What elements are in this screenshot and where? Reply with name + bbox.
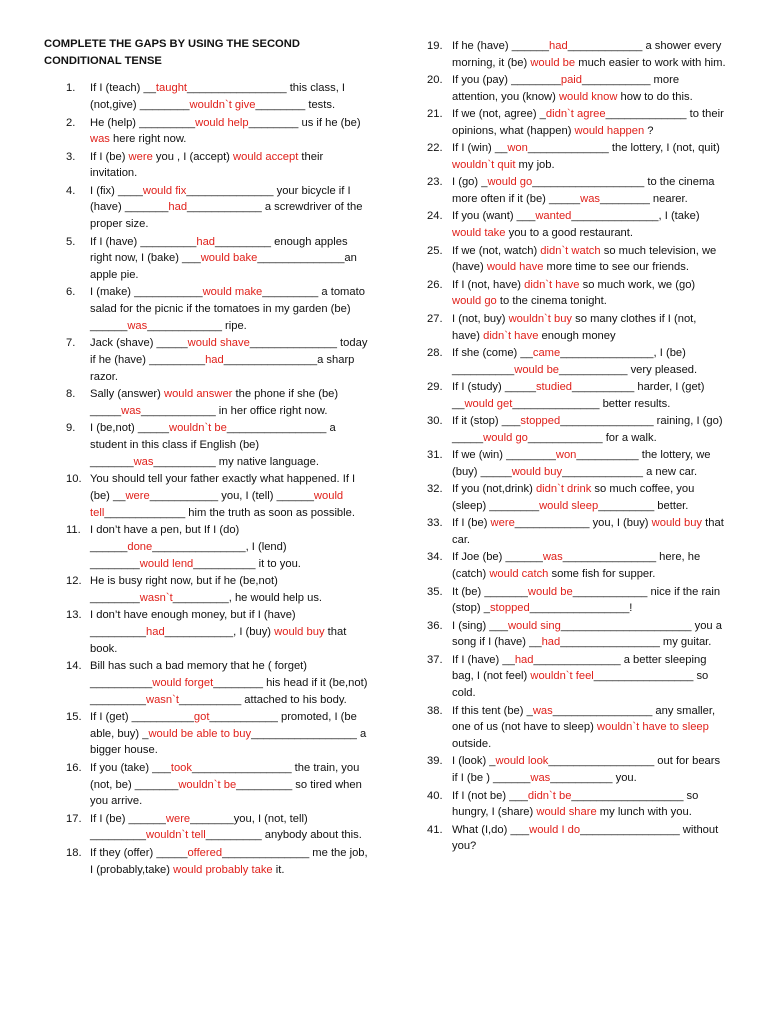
exercise-item [427, 38, 727, 72]
item-number: 12. [66, 575, 82, 588]
question-text: I (be,not) _____ [90, 422, 169, 435]
exercise-item [427, 822, 727, 856]
item-number: 21. [427, 108, 443, 121]
answer-text: offered [187, 846, 223, 859]
answer-text: wanted [535, 210, 572, 223]
item-number: 35. [427, 585, 443, 598]
item-number: 23. [427, 176, 443, 189]
answer-text: paid [560, 74, 582, 87]
exercise-item [44, 335, 368, 385]
answer-text: didn`t agree [545, 108, 606, 121]
item-number: 7. [66, 337, 76, 350]
answer-text: would get [464, 397, 513, 410]
exercise-item [44, 760, 368, 810]
answer-text: was [127, 320, 148, 333]
item-number: 16. [66, 761, 82, 774]
question-text: outside. [452, 738, 492, 751]
exercise-item [427, 106, 727, 140]
answer-text: didn`t drink [535, 483, 592, 496]
exercise-item [427, 311, 727, 345]
item-number: 10. [66, 473, 82, 486]
question-text: ____________ for a walk. [527, 431, 657, 444]
question-text: _______________, I (be) __________ [452, 346, 686, 376]
answer-text: were [490, 517, 515, 530]
exercise-item [427, 72, 727, 106]
question-text: _______________ raining, I (go) _____ [452, 415, 723, 444]
answer-text: wouldn`t have to sleep [596, 721, 709, 734]
question-text: __________________ to the cinema more often if it (be) _____ [452, 176, 715, 206]
question-text: If I (be) ______ [90, 812, 166, 825]
item-number: 14. [66, 660, 82, 672]
answer-text: was [133, 455, 154, 468]
question-text: _____________ him the truth as soon as possible. [104, 506, 355, 519]
left-column [44, 36, 368, 879]
question-text: If you (want) ___ [452, 210, 536, 223]
question-text: If this tent (be) _ [452, 704, 533, 717]
question-text: _______________ here, he (catch) [452, 551, 701, 581]
answer-text: were [165, 812, 191, 825]
answer-text: would be [514, 363, 560, 376]
question-text: so much television, we (have) [452, 244, 717, 274]
question-text: I don’t have a pen, but If I (do) ______ [90, 524, 240, 553]
question-text: If I (have) _________ [90, 235, 197, 248]
question-text: so many clothes if I (not, have) [452, 312, 697, 342]
item-number: 8. [66, 388, 76, 401]
item-number: 13. [66, 609, 82, 622]
question-text: He (help) _________ [90, 116, 196, 129]
answer-text: was [580, 193, 601, 206]
exercise-item [44, 284, 368, 334]
answer-text: would I do [529, 823, 581, 836]
question-text: ________________ my guitar. [560, 636, 712, 649]
answer-text: would help [195, 116, 249, 129]
item-number: 22. [427, 142, 443, 155]
question-text: ________________ so cold. [452, 670, 709, 700]
item-number: 29. [427, 380, 443, 393]
exercise-item [427, 243, 727, 277]
answer-text: would lend [139, 557, 194, 570]
question-text: I (look) _ [452, 755, 496, 768]
question-text: If they (offer) _____ [90, 846, 188, 859]
item-number: 5. [66, 235, 76, 248]
item-number: 2. [66, 116, 76, 129]
question-text: If she (come) __ [452, 346, 533, 359]
answer-text: done [127, 540, 153, 553]
answer-text: would share [536, 806, 597, 819]
question-text: What (I,do) ___ [452, 823, 530, 836]
answer-text: wasn`t [146, 693, 179, 706]
exercise-item [427, 584, 727, 618]
question-text: _________ so tired when you arrive. [90, 778, 362, 808]
question-text: If you (pay) ________ [452, 74, 561, 87]
question-text: If we (win) ________ [452, 449, 556, 462]
question-text: ? [644, 124, 654, 137]
exercise-item [427, 447, 727, 481]
question-text: ____________ a screwdriver of the proper size. [90, 201, 363, 231]
answer-text: would happen [574, 124, 645, 137]
answer-text: were [128, 150, 153, 163]
question-text: _________ anybody about this. [205, 829, 362, 842]
answer-text: wasn`t [139, 591, 173, 604]
question-text: so much coffee, you (sleep) ________ [452, 483, 695, 513]
answer-text: would buy [274, 625, 325, 638]
exercise-list-right [427, 38, 727, 855]
item-number: 41. [427, 823, 443, 836]
question-text: I (not, buy) [452, 312, 509, 325]
question-text: my job. [515, 159, 555, 172]
answer-text: would be [527, 585, 573, 598]
question-text: Jack (shave) _____ [90, 337, 188, 350]
item-number: 39. [427, 755, 443, 768]
exercise-item [427, 413, 727, 447]
question-text: It (be) _______ [452, 585, 528, 598]
question-text: I (fix) ____ [90, 184, 143, 197]
answer-text: would buy [511, 465, 563, 478]
question-text: ________________ without you? [452, 823, 719, 853]
question-text: that book. [90, 625, 347, 655]
item-number: 33. [427, 517, 443, 530]
question-text: If I (have) __ [452, 653, 515, 666]
question-text: I (sing) ___ [452, 619, 508, 632]
question-text: _________, he would help us. [172, 591, 323, 604]
question-text: ____________ ripe. [147, 320, 247, 333]
question-text: ___________ promoted, I (be able, buy) _ [90, 710, 357, 740]
answer-text: had [514, 653, 534, 666]
question-text: You should tell your father exactly what happened. If I (be) __ [90, 473, 356, 503]
exercise-item [427, 753, 727, 787]
item-number: 40. [427, 789, 443, 802]
right-column [427, 38, 727, 856]
question-text: my lunch with you. [596, 806, 692, 819]
answer-text: took [170, 761, 192, 774]
question-text: ____________ nice if the rain (stop) _ [452, 585, 721, 615]
question-text: ________ tests. [255, 99, 336, 112]
question-text: If it (stop) ___ [452, 415, 521, 428]
answer-text: wouldn`t feel [530, 670, 594, 683]
answer-text: was [90, 133, 110, 146]
item-number: 37. [427, 653, 443, 666]
exercise-item [44, 183, 368, 233]
answer-text: would go [483, 431, 528, 444]
answer-text: came [532, 346, 561, 359]
answer-text: was [530, 772, 551, 785]
question-text: If I (be) [452, 517, 491, 530]
item-number: 4. [66, 184, 76, 197]
question-text: If I (be) [90, 150, 129, 163]
question-text: ______________ your bicycle if I (have) _______ [90, 184, 351, 214]
question-text: _____________ a new car. [562, 465, 698, 478]
answer-text: would buy [651, 517, 703, 530]
answer-text: would go [452, 295, 497, 308]
item-number: 11. [66, 524, 81, 537]
answer-text: won [507, 142, 528, 155]
answer-text: would take [452, 227, 506, 240]
answer-text: had [549, 40, 568, 52]
question-text: ______________ today if he (have) _________ [90, 337, 368, 367]
item-number: 24. [427, 210, 443, 223]
question-text: their invitation. [90, 150, 324, 180]
answer-text: would be able to buy [148, 727, 252, 740]
question-text: __________ harder, I (get) __ [452, 380, 705, 410]
question-text: more time to see our friends. [543, 261, 689, 274]
item-number: 32. [427, 483, 443, 496]
item-number: 31. [427, 449, 443, 462]
answer-text: taught [155, 82, 188, 95]
question-text: _______you, I (not, tell) _________ [90, 812, 308, 842]
exercise-item [427, 652, 727, 702]
exercise-item [44, 709, 368, 759]
question-text: here right now. [109, 133, 187, 146]
question-text: _________ a tomato salad for the picnic if the tomatoes in my garden (be) ______ [90, 286, 365, 333]
answer-text: had [168, 201, 188, 214]
answer-text: had [205, 354, 224, 367]
answer-text: was [532, 704, 553, 717]
answer-text: would bake [200, 252, 258, 265]
exercise-item [44, 522, 368, 572]
question-text: enough money [538, 329, 616, 342]
question-text: ___________ very pleased. [559, 363, 698, 376]
question-text: __________ my native language. [153, 455, 319, 468]
question-text: If you (take) ___ [90, 761, 171, 774]
exercise-item [427, 549, 727, 583]
question-text: ________________ the train, you (not, be) _______ [90, 761, 360, 791]
question-text: ____________ in her office right now. [141, 405, 328, 418]
exercise-item [44, 115, 368, 149]
exercise-item [427, 788, 727, 822]
exercise-item [427, 481, 727, 515]
question-text: ______________an apple pie. [90, 252, 357, 282]
question-text: _________ better. [598, 500, 689, 513]
question-text: He is busy right now, but if he (be,not) ________ [90, 575, 278, 604]
question-text: I (go) _ [452, 176, 488, 189]
question-text: ________________ this class, I (not,give) ________ [90, 82, 346, 112]
question-text: how to do this. [617, 90, 693, 103]
question-text: __________ you. [550, 772, 637, 785]
question-text: If you (not,drink) [452, 483, 536, 496]
exercise-item [44, 845, 368, 879]
item-number: 20. [427, 74, 443, 87]
question-text: If I (study) _____ [452, 380, 536, 393]
answer-text: would go [487, 176, 533, 189]
question-text: _________________ out for bears if I (be ) ______ [452, 755, 721, 785]
answer-text: would shave [187, 337, 250, 350]
question-text: ________ us if he (be) [248, 116, 361, 129]
question-text: that car. [452, 517, 724, 547]
answer-text: stopped [520, 415, 561, 428]
answer-text: wouldn`t be [178, 778, 237, 791]
question-text: ________________ any smaller, one of us (not have to sleep) [452, 704, 716, 734]
question-text: If I (get) __________ [90, 710, 194, 723]
answer-text: wouldn`t quit [452, 159, 516, 172]
answer-text: would know [558, 90, 618, 103]
exercise-item [427, 140, 727, 174]
question-text: _______________, I (lend) ________ [90, 540, 287, 570]
question-text: Bill has such a bad memory that he ( forget) __________ [90, 660, 308, 689]
item-number: 19. [427, 40, 443, 52]
answer-text: stopped [489, 602, 530, 615]
answer-text: would look [495, 755, 549, 768]
question-text: If he (have) ______ [452, 40, 550, 52]
item-number: 9. [66, 422, 76, 435]
answer-text: didn`t have [524, 278, 580, 291]
answer-text: would tell [90, 490, 344, 519]
exercise-list-left [44, 80, 368, 878]
answer-text: would be [530, 56, 576, 69]
exercise-item [427, 345, 727, 379]
question-text: ___________ more attention, you (know) [452, 74, 680, 103]
question-text: ________ nearer. [600, 193, 688, 206]
exercise-item [427, 208, 727, 242]
answer-text: were [125, 490, 150, 503]
answer-text: had [146, 625, 165, 638]
item-number: 38. [427, 704, 443, 717]
question-text: to the cinema tonight. [496, 295, 607, 308]
question-text: __________ the lottery, we (buy) _____ [452, 449, 711, 478]
question-text: ________________! [529, 602, 633, 615]
exercise-item [44, 607, 368, 657]
exercise-item [427, 515, 727, 549]
question-text: ______________, I (take) [571, 210, 700, 223]
answer-text: got [193, 710, 210, 723]
answer-text: didn`t have [483, 329, 539, 342]
question-text: ______________ me the job, I (probably,take) [90, 846, 368, 876]
question-text: ________________ a student in this class if English (be) _______ [90, 422, 336, 468]
exercise-item [427, 703, 727, 753]
answer-text: wouldn`t buy [508, 312, 573, 325]
answer-text: was [121, 405, 142, 418]
item-number: 17. [66, 812, 82, 825]
question-text: _____________ to their opinions, what (happen) [452, 108, 724, 137]
exercise-item [44, 658, 368, 708]
question-text: ___________, I (buy) [164, 625, 275, 638]
exercise-item [44, 471, 368, 521]
item-number: 1. [66, 82, 76, 95]
answer-text: had [541, 636, 561, 649]
answer-text: would make [202, 286, 263, 299]
question-text: __________ it to you. [193, 557, 301, 570]
question-text: If I (win) __ [452, 142, 508, 155]
question-text: _____________ the lottery, I (not, quit) [527, 142, 720, 155]
question-text: __________ attached to his body. [178, 693, 347, 706]
question-text: Sally (answer) [90, 388, 164, 401]
question-text: so much work, we (go) [579, 278, 696, 291]
question-text: ___________ you, I (tell) ______ [149, 490, 314, 503]
question-text: _______________a sharp razor. [90, 354, 355, 383]
answer-text: would have [486, 261, 544, 274]
answer-text: wouldn`t be [169, 422, 227, 435]
item-number: 30. [427, 415, 443, 428]
exercise-item [427, 277, 727, 311]
question-text: I don’t have enough money, but if I (have) _________ [90, 609, 296, 638]
item-number: 28. [427, 346, 443, 359]
question-text: I (make) ___________ [90, 286, 203, 299]
answer-text: was [542, 551, 563, 564]
question-text: some fish for supper. [548, 568, 656, 581]
answer-text: would sing [507, 619, 561, 632]
question-text: the phone if she (be) _____ [90, 388, 339, 418]
exercise-item [427, 618, 727, 652]
question-text: ____________ a shower every morning, it (be) [452, 40, 722, 69]
exercise-item [427, 379, 727, 413]
question-text: __________________ so hungry, I (share) [452, 789, 699, 819]
question-text: ________ his head if it (be,not) _________ [90, 676, 368, 706]
answer-text: would sleep [539, 500, 599, 513]
item-number: 15. [66, 710, 82, 723]
question-text: ______________ better results. [512, 397, 671, 410]
item-number: 6. [66, 286, 76, 299]
answer-text: won [555, 449, 577, 462]
answer-text: would fix [142, 184, 187, 197]
question-text: If we (not, watch) [452, 244, 541, 257]
answer-text: would probably take [173, 863, 273, 876]
question-text: If we (not, agree) _ [452, 108, 546, 121]
exercise-item [44, 420, 368, 470]
answer-text: would forget [152, 676, 214, 689]
exercise-item [44, 234, 368, 284]
question-text: _________ enough apples right now, I (bake) ___ [90, 235, 348, 265]
exercise-item [44, 573, 368, 607]
question-text: ____________ you, I (buy) [514, 517, 652, 530]
answer-text: didn`t watch [540, 244, 601, 257]
answer-text: would accept [233, 150, 299, 163]
item-number: 3. [66, 150, 76, 163]
question-text: If Joe (be) ______ [452, 551, 543, 564]
exercise-item [44, 149, 368, 183]
exercise-item [44, 80, 368, 114]
question-text: _____________________ you a song if I (have) __ [452, 619, 722, 649]
question-text: it. [272, 863, 285, 876]
item-number: 36. [427, 619, 443, 632]
answer-text: wouldn`t give [189, 99, 256, 112]
item-number: 18. [66, 846, 82, 859]
question-text: much easier to work with him. [575, 56, 726, 69]
worksheet-title: COMPLETE THE GAPS BY USING THE SECOND CONDITIONAL TENSE [44, 38, 300, 67]
question-text: you to a good restaurant. [505, 227, 633, 240]
exercise-item [44, 386, 368, 420]
answer-text: would catch [489, 568, 549, 581]
answer-text: studied [535, 380, 573, 393]
exercise-item [427, 174, 727, 208]
answer-text: had [196, 235, 216, 248]
exercise-item [44, 811, 368, 845]
answer-text: would answer [163, 388, 233, 401]
question-text: you , I (accept) [152, 150, 234, 163]
question-text: If I (not be) ___ [452, 789, 528, 802]
question-text: If I (teach) __ [90, 82, 156, 95]
item-number: 34. [427, 551, 443, 564]
question-text: ______________ a better sleeping bag, I (not feel) [452, 653, 707, 683]
item-number: 25. [427, 244, 443, 257]
question-text: If I (not, have) [452, 278, 525, 291]
item-number: 27. [427, 312, 443, 325]
question-text: _________________ a bigger house. [90, 727, 367, 757]
item-number: 26. [427, 278, 443, 291]
answer-text: wouldn`t tell [146, 829, 206, 842]
answer-text: didn`t be [527, 789, 572, 802]
